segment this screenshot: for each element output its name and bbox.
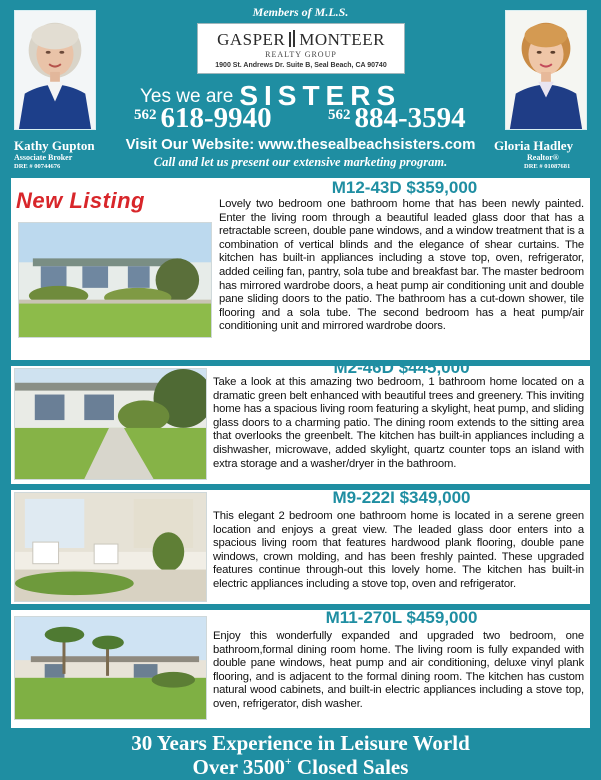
listing-card (11, 358, 590, 488)
footer-experience: 30 Years Experience in Leisure World (131, 731, 470, 755)
listing-photo (18, 222, 212, 338)
phone-area-gloria: 562 (328, 107, 351, 123)
listing-description: Lovely two bedroom one bathroom home that has been newly painted. Enter the living room through a beautiful leaded glass door that has a retractable screen, double pane windows, and a window treatment that is a combination of vertical blinds and the elegance of shear curtains. The kitchen has built-in appliances including a stove top, oven, refrigerator, added ceiling fan, pantry, sola tube and breakfast bar. The master bedroom has mirrored wardrobe doors, a heat pump air conditioning unit and double pane sliding doors to the patio. The bathroom has a cut-down shower, tile flooring and a sola tube. The second bedroom has a heat pump/air conditioning unit and mirrored wardrobe doors. (219, 198, 584, 333)
logo-address: 1900 St. Andrews Dr. Suite B, Seal Beach, CA 90740 (215, 62, 387, 69)
sisters-text: SISTERS (239, 80, 402, 111)
agent-title-kathy: Associate Broker (14, 153, 73, 162)
listing-price: M12-43D $359,000 (331, 178, 478, 197)
company-logo (197, 23, 405, 74)
phone-kathy (134, 102, 272, 135)
listing-card (11, 178, 590, 360)
footer-closed-pre: Over 3500 (192, 755, 285, 779)
logo-name (198, 30, 404, 49)
listing-description: Take a look at this amazing two bedroom, 1 bathroom home located on a dramatic green belt enhanced with beautiful trees and greenery. This inviting home has a spacious living room featuring a skylight, heat pump, and sliding glass doors to a charming patio. The dining room extends to the sitting area that overlooks the greenbelt. The kitchen has built-in appliances including a dishwasher, microwave, added skylight, quartz counter tops an island with extra storage and a washer/dryer in the bathroom. (213, 376, 584, 470)
members-mls: Members of M.L.S. (252, 5, 349, 19)
phone-area-kathy: 562 (134, 107, 157, 123)
listing-photo (14, 616, 207, 720)
agent-photo-kathy (14, 10, 96, 130)
footer-closed-plus: + (284, 754, 292, 768)
logo-name-right: MONTEER (299, 30, 385, 49)
agent-dre-gloria: DRE # 01087681 (524, 163, 571, 170)
phone-number-kathy: 618-9940 (160, 102, 272, 134)
header (0, 0, 601, 180)
logo-name-left: GASPER (217, 30, 286, 49)
new-listing-label: New Listing (16, 188, 145, 213)
listing-card (11, 610, 590, 728)
listing-price: M11-270L $459,000 (325, 608, 478, 627)
agent-name-kathy: Kathy Gupton (14, 138, 95, 153)
footer-closed-sales (0, 755, 601, 779)
listing-description: This elegant 2 bedroom one bathroom home is located in a serene green location and enjoys a great view. The leaded glass door enters into a spacious living room that features hardwood plank flooring, double pane windows, crown molding, and has been freshly painted. These upgraded features continue through-out this lovely home. The kitchen has built-in electric appliances including a stove top, oven and refrigerator. (213, 510, 584, 590)
listing-price: M2-46D $445,000 (333, 358, 470, 377)
tagline-text: Call and let us present our extensive marketing program. (153, 155, 448, 169)
phone-number-gloria: 884-3594 (354, 102, 466, 134)
website-text: Visit Our Website: www.thesealbeachsisters.com (125, 136, 476, 153)
phone-gloria (328, 102, 466, 135)
logo-sub: REALTY GROUP (265, 50, 337, 59)
listing-photo (14, 368, 207, 480)
listing-photo (14, 492, 207, 602)
tower-icon (288, 30, 296, 47)
agent-photo-gloria (505, 10, 587, 130)
agent-name-gloria: Gloria Hadley (494, 138, 574, 153)
listing-description: Enjoy this wonderfully expanded and upgraded two bedroom, one bathroom,formal dining room home. The living room is fully expanded with double pane windows, heat pump and air conditioning, deluxe vinyl plank flooring, and is adjacent to the formal dining room. The kitchen has custom natural wood cabinets, and built-in electric appliances including a stove top, oven, refrigerator, dish washer. (213, 630, 584, 710)
agent-dre-kathy: DRE # 00744676 (14, 163, 61, 170)
agent-title-gloria: Realtor® (527, 153, 559, 162)
yes-we-are-text: Yes we are (140, 86, 234, 107)
listing-price: M9-222I $349,000 (332, 488, 471, 507)
listing-card (11, 490, 590, 608)
footer-closed-post: Closed Sales (291, 755, 409, 779)
